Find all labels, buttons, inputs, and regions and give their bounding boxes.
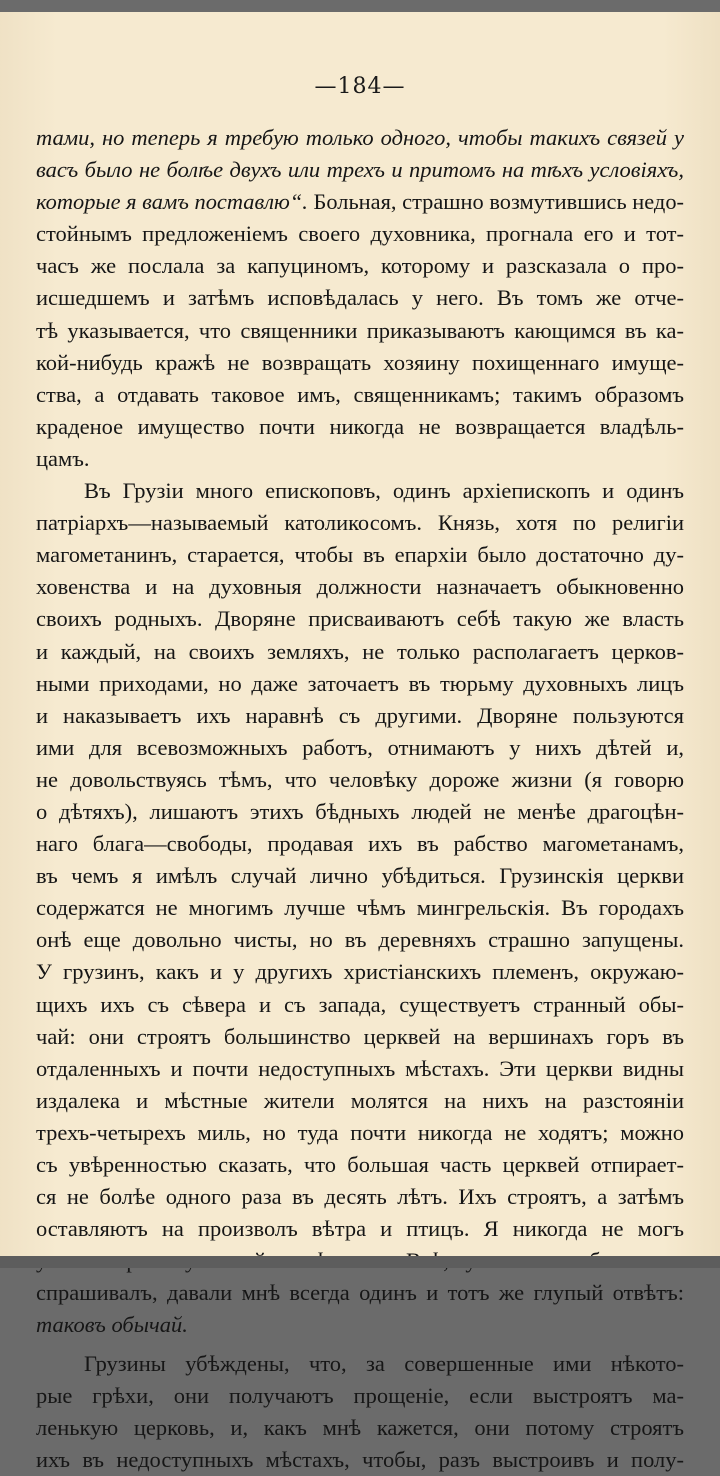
- page-text: [36, 122, 684, 1476]
- text-line: Грузины убѣждены, что, за совершенные ими нѣкото-: [84, 1350, 684, 1376]
- text-line: своихъ родныхъ. Дворяне присваиваютъ себѣ такую же власть: [36, 606, 684, 632]
- text-line: содержатся не многимъ лучше чѣмъ мингрельскія. Въ городахъ: [36, 895, 684, 921]
- text-line: магометанинъ, старается, чтобы въ епархіи было достаточно ду-: [36, 542, 684, 568]
- text-line: наго блага—свободы, продавая ихъ въ рабство магометанамъ,: [36, 831, 684, 857]
- book-page: [0, 12, 720, 1472]
- text-line: онѣ еще довольно чисты, но въ деревняхъ страшно запущены.: [36, 927, 684, 953]
- text-line: не довольствуясь тѣмъ, что человѣку дороже жизни (я говорю: [36, 766, 684, 792]
- italic-quote-end: которые я вамъ поставлю“.: [36, 189, 308, 215]
- text-line: оставляютъ на произволъ вѣтра и птицъ. Я никогда не могъ: [36, 1216, 684, 1242]
- text-line: У грузинъ, какъ и у другихъ христіанскихъ племенъ, окружаю-: [36, 959, 684, 985]
- text-line: краденое имущество почти никогда не возвращается владѣль-: [36, 413, 684, 439]
- text-line: съ увѣренностью сказать, что большая часть церквей отпирает-: [36, 1152, 684, 1177]
- text-line: тами, но теперь я требую только одного, чтобы такихъ связей у: [36, 125, 684, 150]
- text-line: спрашивалъ, давали мнѣ всегда одинъ и тотъ же глупый отвѣтъ:: [36, 1280, 684, 1306]
- text-line: тѣ указывается, что священники приказываютъ кающимся въ ка-: [36, 317, 684, 343]
- text-line: стойнымъ предложеніемъ своего духовника, прогнала его и тот-: [36, 221, 684, 247]
- text-line: ленькую церковь, и, какъ мнѣ кажется, они потому строятъ: [36, 1414, 684, 1440]
- text-line: [36, 186, 684, 218]
- text-line: трехъ-четырехъ миль, но туда почти никогда не ходятъ; можно: [36, 1119, 684, 1145]
- line-text: Больная, страшно возмутившись недо-: [307, 189, 684, 215]
- text-line: Въ Грузіи много епископовъ, одинъ архіепископъ и одинъ: [84, 478, 684, 504]
- text-line: отдаленныхъ и почти недоступныхъ мѣстахъ. Эти церкви видны: [36, 1055, 684, 1081]
- text-line: ихъ въ недоступныхъ мѣстахъ, чтобы, разъ выстроивъ и полу-: [36, 1446, 684, 1472]
- text-line: чай: они строятъ большинство церквей на вершинахъ горъ въ: [36, 1023, 684, 1049]
- text-line: ховенства и на духовныя должности назначаетъ обыкновенно: [36, 574, 684, 600]
- text-line: васъ было не болѣе двухъ или трехъ и притомъ на тѣхъ условіяхъ,: [36, 157, 684, 183]
- text-line: часъ же послала за капуциномъ, которому и разсказала о про-: [36, 253, 684, 279]
- text-line: кой-нибудь кражѣ не возвращать хозяину похищеннаго имуще-: [36, 349, 684, 375]
- text-line: ными приходами, но даже заточаетъ въ тюрьму духовныхъ лицъ: [36, 670, 684, 696]
- text-line: ими для всевозможныхъ работъ, отнимаютъ у нихъ дѣтей и,: [36, 734, 684, 760]
- text-line: рые грѣхи, они получаютъ прощеніе, если выстроятъ ма-: [36, 1382, 684, 1408]
- text-line: щихъ ихъ съ сѣвера и съ запада, существуетъ странный обы-: [36, 991, 684, 1017]
- text-line: о дѣтяхъ), лишаютъ этихъ бѣдныхъ людей не менѣе драгоцѣн-: [36, 798, 684, 824]
- text-line: въ чемъ я имѣлъ случай лично убѣдиться. Грузинскія церкви: [36, 863, 684, 889]
- text-line: патріархъ—называемый католикосомъ. Князь, хотя по религіи: [36, 510, 684, 536]
- text-line: и наказываетъ ихъ наравнѣ съ другими. Дворяне пользуются: [36, 702, 684, 728]
- page-bottom-edge: [0, 1256, 720, 1268]
- text-line: таковъ обычай.: [36, 1312, 188, 1338]
- text-line: исшедшемъ и затѣмъ исповѣдалась у него. Въ томъ же отче-: [36, 285, 684, 311]
- text-line: издалека и мѣстные жители молятся на нихъ на разстояніи: [36, 1087, 684, 1113]
- text-line: и каждый, на своихъ земляхъ, не только располагаетъ церков-: [36, 638, 684, 664]
- text-line: ства, а отдавать таковое имъ, священникамъ; такимъ образомъ: [36, 381, 684, 407]
- text-line: ся не болѣе одного раза въ десять лѣтъ. Ихъ строятъ, а затѣмъ: [36, 1184, 684, 1210]
- page-number: —184—: [314, 74, 406, 99]
- text-line: цамъ.: [36, 445, 90, 471]
